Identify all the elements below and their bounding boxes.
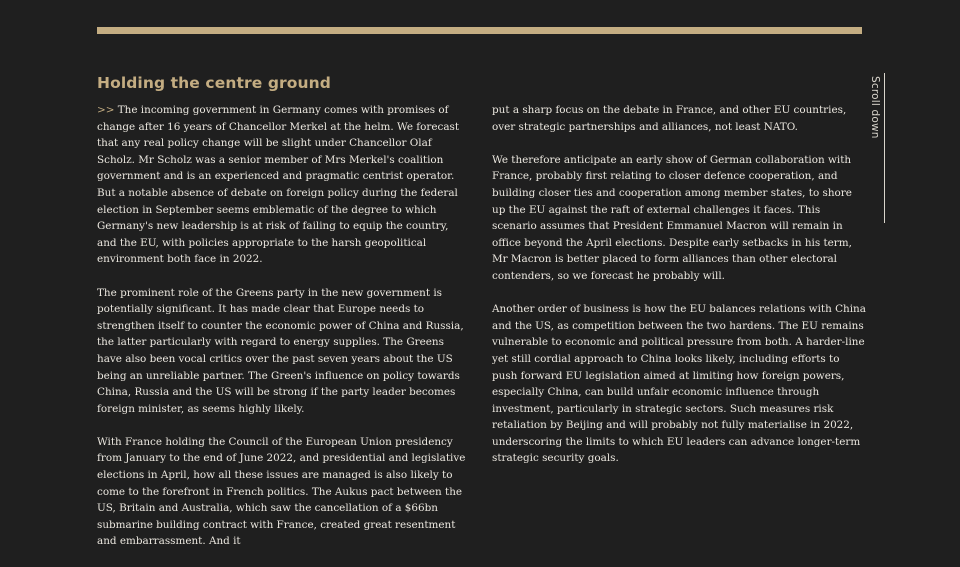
lead-marker: >> xyxy=(97,104,115,116)
scroll-down-button[interactable] xyxy=(864,76,886,224)
section-title: Holding the centre ground xyxy=(97,74,331,92)
article-column-left xyxy=(97,102,469,567)
top-accent-rule xyxy=(97,27,862,34)
scroll-indicator-line xyxy=(884,73,885,223)
article-paragraph: put a sharp focus on the debate in France, and other EU countries, over strategic partnerships and alliances, not least NATO. xyxy=(492,104,847,133)
article-column-right xyxy=(492,102,866,484)
article-paragraph: With France holding the Council of the European Union presidency from January to the end of June 2022, and presidential and legislative elections in April, how all these issues are managed is also likely to come to the forefront in French politics. The Aukus pact between the US, Britain and Australia, which saw the cancellation of a $66bn submarine building contract with France, created great resentment and embarrassment. And it xyxy=(97,435,466,548)
scroll-down-label: Scroll down xyxy=(869,76,881,139)
article-paragraph: The prominent role of the Greens party in the new government is potentially significant. It has made clear that Europe needs to strengthen itself to counter the economic power of China and Russia, the latter particularly with regard to energy supplies. The Greens have also been vocal critics over the past seven years about the US being an unreliable partner. The Green's influence on policy towards China, Russia and the US will be strong if the party leader becomes foreign minister, as seems highly likely. xyxy=(97,286,464,415)
article-paragraph: Another order of business is how the EU balances relations with China and the US, as competition between the two hardens. The EU remains vulnerable to economic and political pressure from both. A harder-line yet still cordial approach to China looks likely, including efforts to push forward EU legislation aimed at limiting how foreign powers, especially China, can build unfair economic influence through investment, particularly in strategic sectors. Such measures risk retaliation by Beijing and will probably not fully materialise in 2022, underscoring the limits to which EU leaders can advance longer-term strategic security goals. xyxy=(492,303,866,465)
paragraph-text: The incoming government in Germany comes with promises of change after 16 years of Chancellor Merkel at the helm. We forecast that any real policy change will be slight under Chancellor Olaf Scholz. Mr Scholz was a senior member of Mrs Merkel's coalition government and is an experienced and pragmatic centrist operator. But a notable absence of debate on foreign policy during the federal election in September seems emblematic of the degree to which Germany's new leadership is at risk of failing to equip the country, and the EU, with policies appropriate to the harsh geopolitical environment both face in 2022. xyxy=(97,104,460,266)
article-paragraph: We therefore anticipate an early show of German collaboration with France, probably first relating to closer defence cooperation, and building closer ties and cooperation among member states, to shore up the EU against the raft of external challenges it faces. This scenario assumes that President Emmanuel Macron will remain in office beyond the April elections. Despite early setbacks in his term, Mr Macron is better placed to form alliances than other electoral contenders, so we forecast he probably will. xyxy=(492,153,852,282)
article-paragraph xyxy=(97,102,469,268)
